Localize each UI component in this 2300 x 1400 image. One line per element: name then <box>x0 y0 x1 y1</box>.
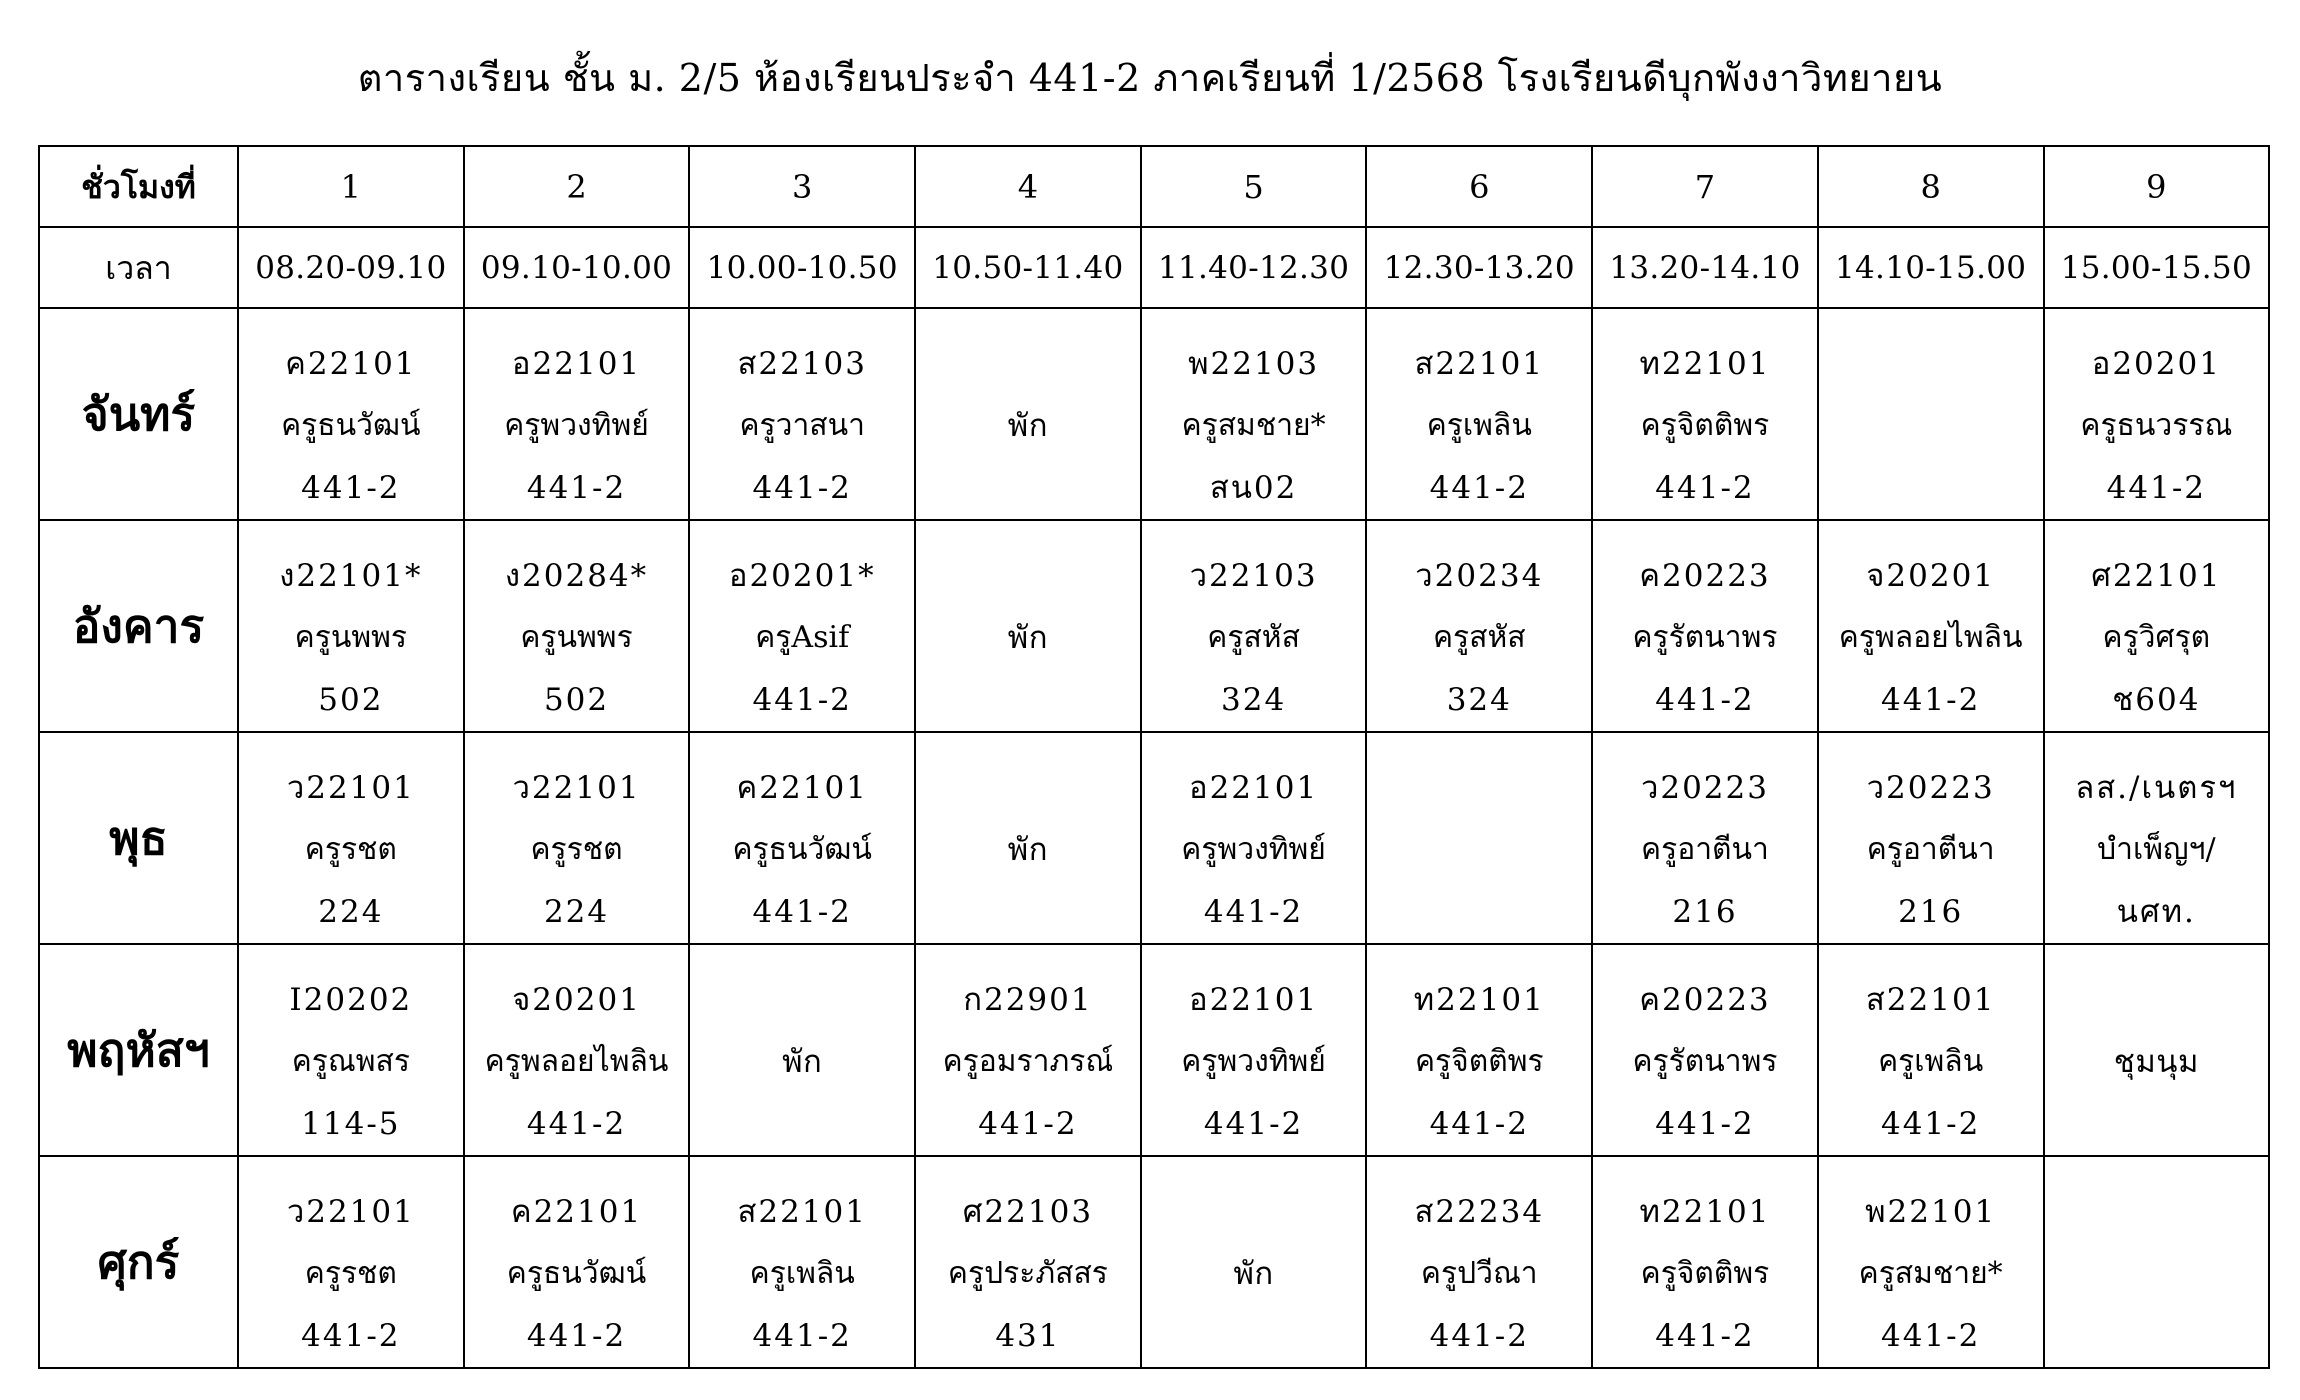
slot-content <box>1142 1219 1366 1305</box>
timetable-slot <box>1818 944 2044 1156</box>
timetable-slot <box>1141 944 1367 1156</box>
room-number: 324 <box>1221 682 1287 718</box>
period-number: 3 <box>689 146 915 227</box>
room-number: 502 <box>318 682 384 718</box>
timetable-slot <box>915 308 1141 520</box>
timetable-slot <box>1141 1156 1367 1368</box>
slot-note: พัก <box>1007 408 1049 444</box>
room-number: 441-2 <box>752 1318 852 1354</box>
teacher-name: ครูนพพร <box>520 620 633 655</box>
room-number: 441-2 <box>1203 1106 1304 1142</box>
day-name: จันทร์ <box>39 308 238 520</box>
timetable-slot <box>464 944 690 1156</box>
slot-content <box>1593 1157 1817 1367</box>
period-number: 7 <box>1592 146 1818 227</box>
subject-code: ท22101 <box>1639 346 1771 382</box>
room-number: 114-5 <box>301 1106 401 1142</box>
teacher-name: ครูรชต <box>530 832 623 867</box>
slot-content <box>239 733 463 943</box>
timetable-slot <box>1592 1156 1818 1368</box>
slot-content <box>1367 309 1591 519</box>
teacher-name: ครูAsif <box>755 620 850 655</box>
period-time-cell <box>915 227 1141 308</box>
teacher-name: ครูวิศรุต <box>2102 620 2211 655</box>
page-title: ตารางเรียน ชั้น ม. 2/5 ห้องเรียนประจำ 441-2 ภาคเรียนที่ 1/2568 โรงเรียนดีบุกพังงาวิทยายน <box>357 56 1943 100</box>
subject-code: ว22101 <box>286 1194 415 1230</box>
timetable-slot <box>1366 1156 1592 1368</box>
slot-content <box>1142 733 1366 943</box>
room-number: 441-2 <box>1880 1318 1981 1354</box>
period-time: 14.10-15.00 <box>1835 250 2027 286</box>
subject-code: ง20284* <box>504 558 649 594</box>
room-number: 441-2 <box>1655 470 1755 506</box>
timetable-slot <box>238 308 464 520</box>
timetable-slot <box>2044 520 2270 732</box>
subject-code: ง22101* <box>279 558 423 594</box>
slot-content <box>239 309 463 519</box>
period-time: 13.20-14.10 <box>1609 250 1801 286</box>
slot-content <box>1367 1157 1591 1367</box>
teacher-name: ครูณพสร <box>291 1044 410 1079</box>
timetable-slot <box>464 308 690 520</box>
room-number: 441-2 <box>1880 682 1981 718</box>
slot-note: พัก <box>1007 832 1049 868</box>
room-number: ช604 <box>2112 682 2201 718</box>
day-row <box>39 520 2269 732</box>
timetable-slot <box>2044 308 2270 520</box>
teacher-name: ครูจิตติพร <box>1640 1256 1770 1291</box>
teacher-name: ครูปวีณา <box>1420 1256 1538 1291</box>
timetable-slot <box>915 732 1141 944</box>
slot-content <box>1593 521 1817 731</box>
period-time-cell <box>1141 227 1367 308</box>
slot-content <box>1819 1157 2043 1367</box>
subject-code: พ22101 <box>1865 1194 1997 1230</box>
subject-code: ก22901 <box>963 982 1093 1018</box>
slot-content <box>239 1157 463 1367</box>
slot-content <box>916 371 1140 457</box>
subject-code: อ20201* <box>728 558 876 594</box>
timetable-slot <box>2044 1156 2270 1368</box>
slot-note: พัก <box>1233 1256 1274 1292</box>
teacher-name: ครูรัตนาพร <box>1632 1044 1778 1079</box>
subject-code: ค22101 <box>510 1194 643 1230</box>
timetable-slot <box>1818 1156 2044 1368</box>
room-number: 441-2 <box>1429 1318 1529 1354</box>
timetable-slot <box>1592 520 1818 732</box>
timetable-slot <box>1366 308 1592 520</box>
room-number: 441-2 <box>526 1318 627 1354</box>
teacher-name: ครูรัตนาพร <box>1632 620 1778 655</box>
timetable-slot <box>238 732 464 944</box>
room-number: 441-2 <box>1203 894 1304 930</box>
day-row <box>39 308 2269 520</box>
day-name: ศุกร์ <box>39 1156 238 1368</box>
slot-content <box>690 1157 914 1367</box>
slot-content <box>916 795 1140 881</box>
slot-content <box>690 309 914 519</box>
teacher-name: ครูรชต <box>304 832 397 867</box>
slot-content <box>1819 402 2043 426</box>
period-number: 8 <box>1818 146 2044 227</box>
subject-code: ส22101 <box>1414 346 1545 382</box>
slot-content <box>2045 733 2269 943</box>
timetable-slot <box>464 520 690 732</box>
room-number: 441-2 <box>301 470 401 506</box>
slot-content <box>239 945 463 1155</box>
day-name: อังคาร <box>39 520 238 732</box>
period-time-cell <box>1592 227 1818 308</box>
subject-code: อ22101 <box>1188 770 1319 806</box>
timetable-slot <box>1592 308 1818 520</box>
slot-content <box>916 1157 1140 1367</box>
day-row <box>39 1156 2269 1368</box>
slot-content <box>1367 521 1591 731</box>
timetable-slot <box>1366 520 1592 732</box>
timetable-slot <box>2044 732 2270 944</box>
teacher-name: ครูรชต <box>304 1256 397 1291</box>
timetable-slot <box>1592 732 1818 944</box>
subject-code: ส22101 <box>737 1194 867 1230</box>
period-time-cell <box>238 227 464 308</box>
timetable-slot <box>689 732 915 944</box>
slot-content <box>465 521 689 731</box>
subject-code: ว20223 <box>1866 770 1995 806</box>
teacher-name: ครูประภัสสร <box>947 1256 1108 1291</box>
timetable-slot <box>464 732 690 944</box>
room-number: 502 <box>543 682 610 718</box>
room-number: 441-2 <box>978 1106 1078 1142</box>
day-row <box>39 732 2269 944</box>
room-number: 441-2 <box>752 470 852 506</box>
teacher-name: ครูอาตีนา <box>1641 832 1769 867</box>
subject-code: ท22101 <box>1639 1194 1771 1230</box>
teacher-name: ครูพวงทิพย์ <box>1181 832 1326 867</box>
subject-code: อ22101 <box>1188 982 1319 1018</box>
slot-content <box>2045 1250 2269 1274</box>
period-header-label: ชั่วโมงที่ <box>39 146 238 227</box>
slot-content <box>2045 521 2269 731</box>
timetable-slot <box>689 944 915 1156</box>
period-time: 10.50-11.40 <box>932 250 1124 286</box>
teacher-name: ครูพลอยไพลิน <box>484 1044 669 1079</box>
slot-content <box>1142 521 1366 731</box>
subject-code: ว22101 <box>286 770 415 806</box>
room-number: 441-2 <box>2106 470 2207 506</box>
subject-code: ค22101 <box>285 346 417 382</box>
slot-content <box>465 945 689 1155</box>
slot-content <box>1593 733 1817 943</box>
subject-code: ส22101 <box>1865 982 1996 1018</box>
teacher-name: ครูอาตีนา <box>1866 832 1995 867</box>
room-number: 441-2 <box>301 1318 401 1354</box>
teacher-name: ครูสมชาย* <box>1181 408 1326 443</box>
subject-code: ศ22103 <box>962 1194 1094 1230</box>
timetable <box>38 145 2270 1369</box>
timetable-slot <box>1141 732 1367 944</box>
timetable-slot <box>689 1156 915 1368</box>
teacher-name: ครูธนวัฒน์ <box>732 832 872 867</box>
slot-content <box>690 1007 914 1093</box>
teacher-name: ครูจิตติพร <box>1640 408 1770 443</box>
teacher-name: ครูจิตติพร <box>1414 1044 1544 1079</box>
slot-content <box>1819 945 2043 1155</box>
slot-content <box>690 733 914 943</box>
subject-code: ค20223 <box>1639 982 1771 1018</box>
slot-content <box>465 309 689 519</box>
teacher-name: ครูเพลิน <box>749 1256 855 1291</box>
teacher-name: ครูธนวัฒน์ <box>281 408 421 443</box>
timetable-slot <box>1366 944 1592 1156</box>
timetable-slot <box>1141 520 1367 732</box>
slot-note: ชุมนุม <box>2113 1044 2199 1080</box>
period-number: 1 <box>238 146 464 227</box>
teacher-name: ครูธนวัฒน์ <box>506 1256 647 1291</box>
period-time: 12.30-13.20 <box>1383 250 1575 286</box>
teacher-name: ครูพลอยไพลิน <box>1838 620 2023 655</box>
period-number: 4 <box>915 146 1141 227</box>
subject-code: ค20223 <box>1639 558 1771 594</box>
subject-code: ลส./เนตรฯ <box>2075 770 2238 806</box>
timetable-slot <box>238 944 464 1156</box>
period-number: 5 <box>1141 146 1367 227</box>
slot-content <box>916 945 1140 1155</box>
timetable-slot <box>238 1156 464 1368</box>
room-number: 216 <box>1898 894 1964 930</box>
teacher-name: ครูนพพร <box>294 620 408 655</box>
timetable-slot <box>915 520 1141 732</box>
teacher-name: ครูเพลิน <box>1878 1044 1984 1079</box>
slot-content <box>1593 945 1817 1155</box>
teacher-name: ครูสหัส <box>1432 620 1526 655</box>
slot-content <box>1819 733 2043 943</box>
day-name: พฤหัสฯ <box>39 944 238 1156</box>
room-number: 441-2 <box>1429 1106 1529 1142</box>
slot-content <box>1142 309 1366 519</box>
slot-content <box>916 583 1140 669</box>
subject-code: ว20234 <box>1415 558 1544 594</box>
slot-content <box>1367 945 1591 1155</box>
room-number: 441-2 <box>526 470 627 506</box>
teacher-name: ครูสหัส <box>1207 620 1300 655</box>
room-number: 441-2 <box>1655 1106 1755 1142</box>
period-time: 11.40-12.30 <box>1157 250 1350 286</box>
timetable-slot <box>689 520 915 732</box>
period-number: 2 <box>464 146 690 227</box>
teacher-name: ครูอมราภรณ์ <box>942 1044 1114 1079</box>
period-time-cell <box>464 227 690 308</box>
period-header-row <box>39 146 2269 227</box>
timetable-slot <box>238 520 464 732</box>
slot-note: พัก <box>1007 620 1049 656</box>
room-number: 441-2 <box>752 894 852 930</box>
slot-content <box>1819 521 2043 731</box>
day-name: พุธ <box>39 732 238 944</box>
subject-code: อ22101 <box>511 346 642 382</box>
subject-code: จ20201 <box>1866 558 1996 594</box>
timetable-slot <box>915 1156 1141 1368</box>
room-number: นศท. <box>2116 894 2196 930</box>
teacher-name: ครูพวงทิพย์ <box>504 408 649 443</box>
period-time: 10.00-10.50 <box>706 250 898 286</box>
room-number: 441-2 <box>526 1106 627 1142</box>
timetable-slot <box>915 944 1141 1156</box>
timetable-slot <box>689 308 915 520</box>
period-number: 9 <box>2044 146 2270 227</box>
subject-code: ส22103 <box>737 346 867 382</box>
subject-code: ว22103 <box>1189 558 1318 594</box>
time-header-row <box>39 227 2269 308</box>
timetable-slot <box>1818 308 2044 520</box>
subject-code: I20202 <box>289 982 413 1018</box>
timetable-slot <box>1818 732 2044 944</box>
room-number: 224 <box>543 894 610 930</box>
room-number: 441-2 <box>1655 682 1755 718</box>
timetable-slot <box>1141 308 1367 520</box>
period-time: 09.10-10.00 <box>480 250 673 286</box>
slot-content <box>239 521 463 731</box>
timetable-slot <box>1818 520 2044 732</box>
teacher-name: ครูพวงทิพย์ <box>1181 1044 1326 1079</box>
subject-code: ศ22101 <box>2091 558 2222 594</box>
period-time-cell <box>689 227 915 308</box>
period-time: 15.00-15.50 <box>2060 250 2252 286</box>
time-header-label: เวลา <box>39 227 238 308</box>
slot-content <box>1367 826 1591 850</box>
subject-code: ว22101 <box>512 770 641 806</box>
teacher-name: ครูธนวรรณ <box>2080 408 2233 443</box>
period-time-cell <box>1366 227 1592 308</box>
teacher-name: บำเพ็ญฯ/ <box>2097 832 2216 867</box>
room-number: 441-2 <box>752 682 852 718</box>
room-number: 441-2 <box>1655 1318 1755 1354</box>
period-time: 08.20-09.10 <box>255 250 447 286</box>
room-number: 324 <box>1446 682 1512 718</box>
room-number: 216 <box>1672 894 1738 930</box>
timetable-slot <box>1366 732 1592 944</box>
timetable-slot <box>464 1156 690 1368</box>
room-number: สน02 <box>1209 470 1298 506</box>
teacher-name: ครูเพลิน <box>1426 408 1532 443</box>
slot-content <box>1142 945 1366 1155</box>
period-time-cell <box>1818 227 2044 308</box>
room-number: 441-2 <box>1880 1106 1981 1142</box>
subject-code: ส22234 <box>1414 1194 1545 1230</box>
subject-code: จ20201 <box>512 982 641 1018</box>
teacher-name: ครูวาสนา <box>739 408 865 443</box>
subject-code: พ22103 <box>1188 346 1320 382</box>
slot-content <box>465 733 689 943</box>
slot-content <box>2045 309 2269 519</box>
subject-code: ว20223 <box>1640 770 1769 806</box>
slot-note: พัก <box>782 1044 823 1080</box>
slot-content <box>690 521 914 731</box>
subject-code: อ20201 <box>2091 346 2221 382</box>
slot-content <box>1593 309 1817 519</box>
teacher-name: ครูสมชาย* <box>1858 1256 2003 1291</box>
timetable-slot <box>2044 944 2270 1156</box>
period-time-cell <box>2044 227 2270 308</box>
subject-code: ค22101 <box>736 770 868 806</box>
timetable-slot <box>1592 944 1818 1156</box>
day-row <box>39 944 2269 1156</box>
slot-content <box>465 1157 689 1367</box>
period-number: 6 <box>1366 146 1592 227</box>
slot-content <box>2045 1007 2269 1093</box>
room-number: 431 <box>995 1318 1061 1354</box>
room-number: 224 <box>318 894 384 930</box>
room-number: 441-2 <box>1429 470 1529 506</box>
subject-code: ท22101 <box>1413 982 1545 1018</box>
